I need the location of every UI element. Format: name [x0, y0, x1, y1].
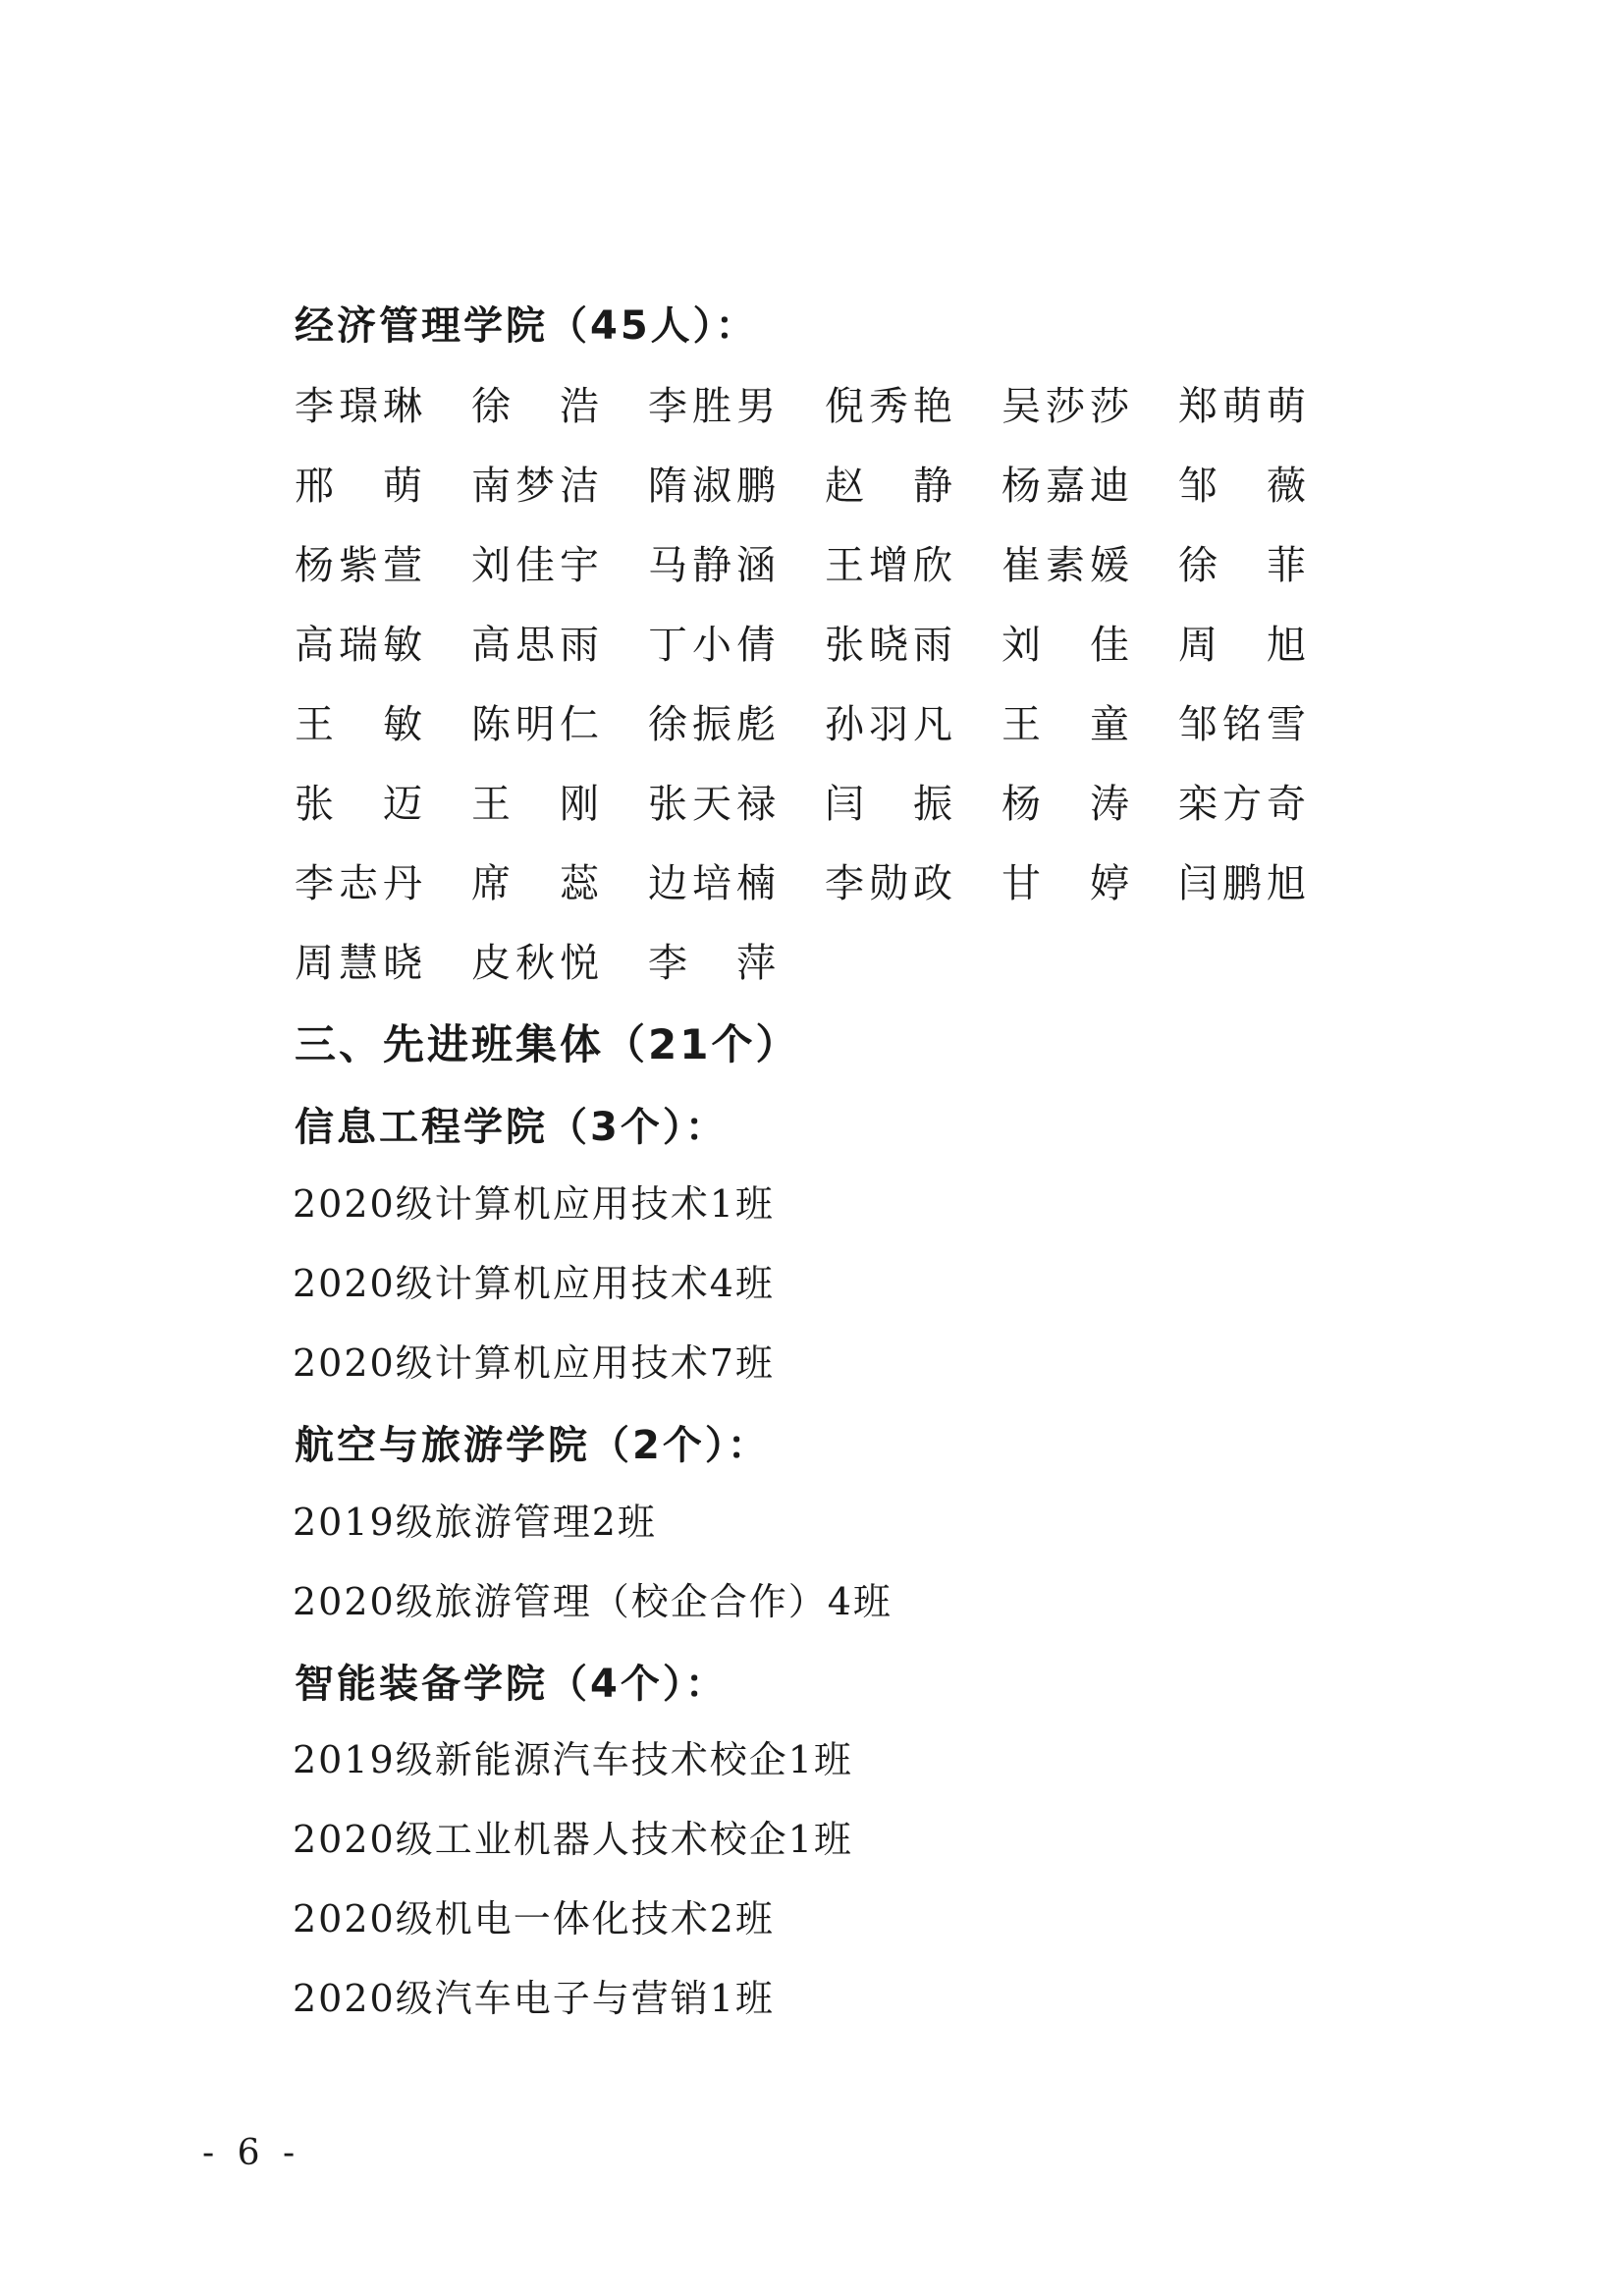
- name-row: [295, 854, 1375, 934]
- student-name: 李 萍: [648, 941, 776, 986]
- student-name: 闫 振: [825, 782, 952, 827]
- student-name: 郑 萌 萌: [1178, 384, 1306, 429]
- student-name: 张 迈: [295, 782, 422, 827]
- class-item: 2020级计算机应用技术1班: [293, 1182, 775, 1226]
- economics-name-grid: [295, 377, 1375, 1013]
- student-name: 张 晓 雨: [825, 623, 952, 668]
- student-name: 李 璟 琳: [295, 384, 422, 429]
- class-item: 2019级新能源汽车技术校企1班: [293, 1738, 853, 1781]
- class-item: 2019级旅游管理2班: [293, 1501, 657, 1544]
- name-row: [295, 775, 1375, 854]
- student-name: 杨 涛: [1001, 782, 1129, 827]
- name-row: [295, 457, 1375, 536]
- name-row: [295, 934, 1375, 1013]
- info-engineering-class-list: [293, 1165, 775, 1403]
- class-item: 2020级计算机应用技术4班: [293, 1262, 775, 1305]
- student-name: 孙 羽 凡: [825, 702, 952, 747]
- student-name: 赵 静: [825, 464, 952, 509]
- student-name: 高 思 雨: [471, 623, 599, 668]
- student-name: 席 蕊: [471, 861, 599, 906]
- student-name: 吴 莎 莎: [1001, 384, 1129, 429]
- student-name: 崔 素 媛: [1001, 543, 1129, 588]
- name-row: [295, 695, 1375, 775]
- student-name: 周 慧 晓: [295, 941, 422, 986]
- name-row: [295, 377, 1375, 457]
- student-name: 甘 婷: [1001, 861, 1129, 906]
- student-name: 杨 嘉 迪: [1001, 464, 1129, 509]
- section-three-title: 三、先进班集体（21个）: [295, 1020, 800, 1068]
- student-name: 陈 明 仁: [471, 702, 599, 747]
- student-name: 王 刚: [471, 782, 599, 827]
- student-name: 徐 浩: [471, 384, 599, 429]
- page-number: - 6 -: [202, 2133, 301, 2173]
- student-name: 邹 薇: [1178, 464, 1306, 509]
- student-name: 刘 佳 宇: [471, 543, 599, 588]
- student-name: 隋 淑 鹏: [648, 464, 776, 509]
- aviation-tourism-heading: 航空与旅游学院（2个）：: [295, 1423, 770, 1468]
- economics-heading: 经济管理学院（45人）：: [295, 303, 758, 349]
- name-row: [295, 536, 1375, 616]
- student-name: 王 增 欣: [825, 543, 952, 588]
- student-name: 李 勋 政: [825, 861, 952, 906]
- student-name: 邹 铭 雪: [1178, 702, 1306, 747]
- class-item: 2020级机电一体化技术2班: [293, 1897, 775, 1941]
- student-name: 刘 佳: [1001, 623, 1129, 668]
- student-name: 闫 鹏 旭: [1178, 861, 1306, 906]
- student-name: 徐 振 彪: [648, 702, 776, 747]
- student-name: 皮 秋 悦: [471, 941, 599, 986]
- student-name: 王 童: [1001, 702, 1129, 747]
- aviation-tourism-class-list: [293, 1483, 893, 1642]
- student-name: 徐 菲: [1178, 543, 1306, 588]
- student-name: 边 培 楠: [648, 861, 776, 906]
- student-name: 杨 紫 萱: [295, 543, 422, 588]
- student-name: 张 天 禄: [648, 782, 776, 827]
- student-name: 李 胜 男: [648, 384, 776, 429]
- student-name: 南 梦 洁: [471, 464, 599, 509]
- smart-equipment-class-list: [293, 1721, 853, 2039]
- smart-equipment-heading: 智能装备学院（4个）：: [295, 1662, 728, 1707]
- student-name: 马 静 涵: [648, 543, 776, 588]
- class-item: 2020级旅游管理（校企合作）4班: [293, 1580, 893, 1623]
- class-item: 2020级计算机应用技术7班: [293, 1341, 775, 1385]
- student-name: 栾 方 奇: [1178, 782, 1306, 827]
- student-name: 李 志 丹: [295, 861, 422, 906]
- student-name: 丁 小 倩: [648, 623, 776, 668]
- student-name: 王 敏: [295, 702, 422, 747]
- info-engineering-heading: 信息工程学院（3个）：: [295, 1105, 728, 1150]
- name-row: [295, 616, 1375, 695]
- student-name: 倪 秀 艳: [825, 384, 952, 429]
- student-name: 周 旭: [1178, 623, 1306, 668]
- class-item: 2020级工业机器人技术校企1班: [293, 1818, 853, 1861]
- class-item: 2020级汽车电子与营销1班: [293, 1977, 775, 2020]
- student-name: 邢 萌: [295, 464, 422, 509]
- student-name: 高 瑞 敏: [295, 623, 422, 668]
